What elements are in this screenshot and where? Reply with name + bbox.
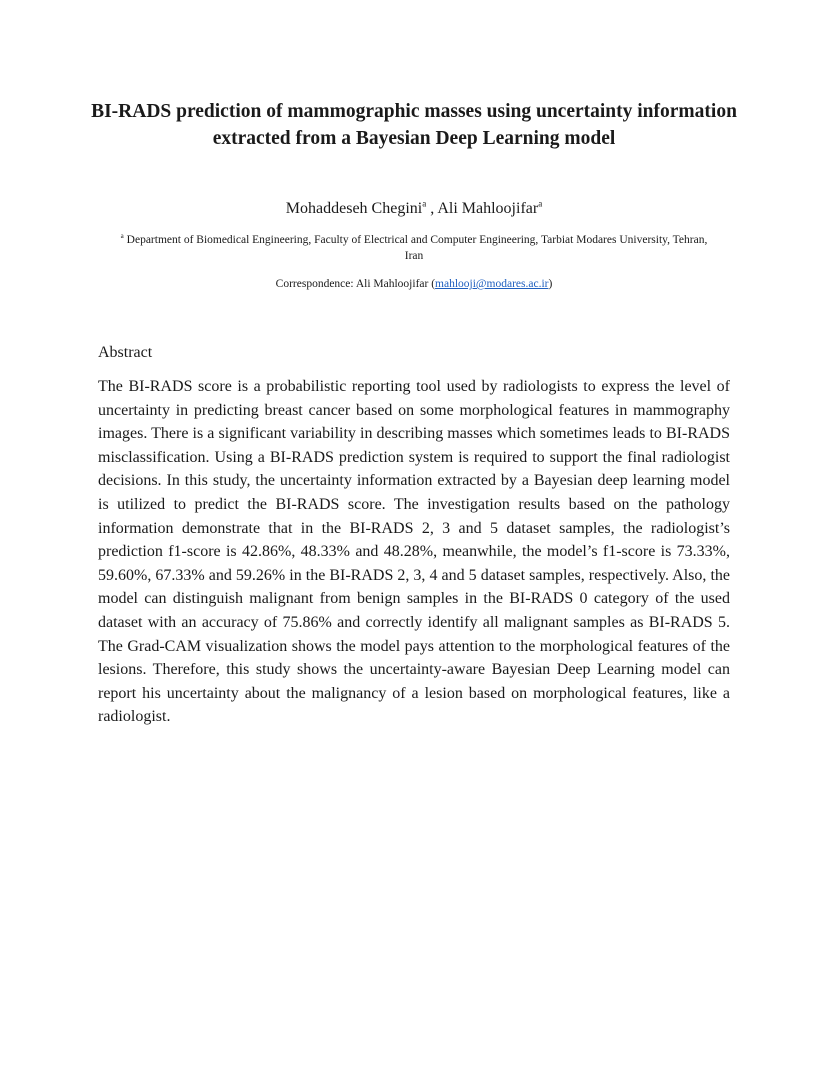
correspondence-suffix: ) bbox=[548, 278, 553, 290]
author-affiliation-mark: a bbox=[422, 198, 427, 209]
author-name: Mohaddeseh Chegini bbox=[285, 200, 423, 217]
abstract-heading: Abstract bbox=[98, 344, 153, 361]
author-list bbox=[60, 199, 768, 219]
author-name: Ali Mahloojifar bbox=[437, 200, 539, 217]
email-link[interactable]: mahlooji@modares.ac.ir bbox=[435, 278, 549, 290]
correspondence-prefix: Correspondence: Ali Mahloojifar ( bbox=[275, 278, 436, 290]
correspondence bbox=[60, 276, 768, 292]
affiliation-text: Department of Biomedical Engineering, Faculty of Electrical and Computer Engineering, Tarbiat Modares University, Tehran, Iran bbox=[123, 234, 708, 262]
paper-title: BI-RADS prediction of mammographic masses using uncertainty information extracted from a Bayesian Deep Learning model bbox=[91, 101, 737, 149]
author-affiliation-mark: a bbox=[538, 198, 543, 209]
affiliation-mark: a bbox=[120, 232, 124, 241]
abstract-body: The BI-RADS score is a probabilistic reporting tool used by radiologists to express the level of uncertainty in predicting breast cancer based on some morphological features in mammography images. There is a significant variability in describing masses which sometimes leads to BI-RADS misclassification. Using a BI-RADS prediction system is required to support the final radiologist decisions. In this study, the uncertainty information extracted by a Bayesian deep learning model is utilized to predict the BI-RADS score. The investigation results based on the pathology information demonstrate that in the BI-RADS 2, 3 and 5 dataset samples, the radiologist’s prediction f1-score is 42.86%, 48.33% and 48.28%, meanwhile, the model’s f1-score is 73.33%, 59.60%, 67.33% and 59.26% in the BI-RADS 2, 3, 4 and 5 dataset samples, respectively. Also, the model can distinguish malignant from benign samples in the BI-RADS 0 category of the used dataset with an accuracy of 75.86% and correctly identify all malignant samples as BI-RADS 5. The Grad-CAM visualization shows the model pays attention to the morphological features of the lesions. Therefore, this study shows the uncertainty-aware Bayesian Deep Learning model can report his uncertainty about the malignancy of a lesion based on morphological features, like a radiologist. bbox=[98, 378, 730, 726]
author-separator: , bbox=[426, 200, 438, 217]
affiliation bbox=[110, 232, 718, 264]
